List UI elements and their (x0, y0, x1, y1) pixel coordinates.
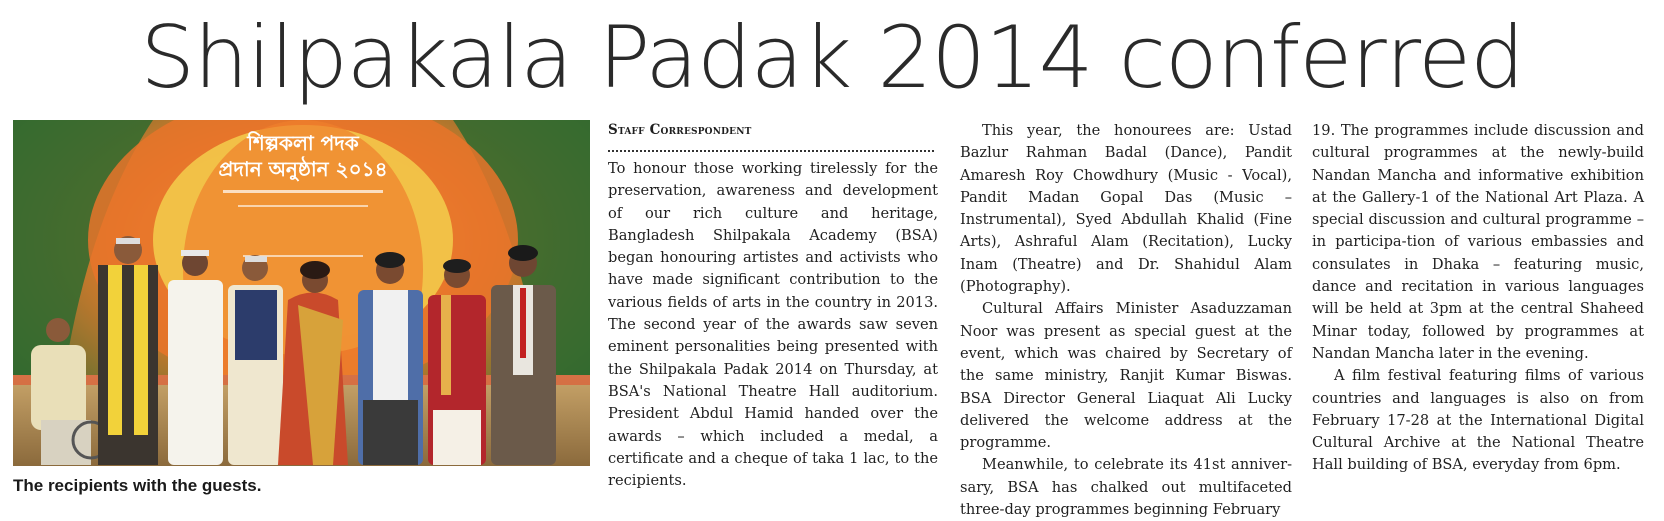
byline: Staff Correspondent (608, 122, 752, 138)
paragraph-4-continued: 19. The programmes include discussion and cultural programmes at the newly-build Nandan Mancha and informative exhibition at the Gallery-1 of the National Art Plaza. A special discussion and cultural programme – in participa-tion of various embassies and consulates in Dhaka – featuring music, dance and recitation in various languages will be held at 3pm at the central Shaheed Minar today, followed by programmes at Nandan Mancha later in the evening. (1312, 122, 1644, 362)
paragraph-4: Meanwhile, to celebrate its 41st anniver-sary, BSA has chalked out multifaceted three-day programmes beginning February (960, 456, 1292, 519)
paragraph-3: Cultural Affairs Minister Asaduzzaman Noor was present as special guest at the event, which was chaired by Secretary of the same ministry, Ranjit Kumar Biswas. BSA Director General Liaquat Ali Lucky delivered the welcome address at the programme. (960, 300, 1292, 452)
article-column-2 (960, 120, 1292, 521)
paragraph-5: A film festival featuring films of various countries and languages is also on from February 17-28 at the International Digital Cultural Archive at the National Theatre Hall building of BSA, everyday from 6pm. (1312, 367, 1644, 474)
article-photo (13, 120, 590, 466)
article-column-1 (608, 120, 938, 492)
banner-line2: প্রদান অনুষ্ঠান ২০১৪ (218, 157, 388, 181)
headline: Shilpakala Padak 2014 conferred (140, 8, 1524, 108)
paragraph-1: To honour those working tirelessly for the preservation, awareness and development of our rich culture and heritage, Bangladesh Shilpakala Academy (BSA) began honouring artistes and activists who have made significant contribution to the various fields of arts in the country in 2013. The second year of the awards saw seven eminent personalities being presented with the Shilpakala Padak 2014 on Thursday, at BSA's National Theatre Hall auditorium. President Abdul Hamid handed over the awards – which included a medal, a certificate and a cheque of taka 1 lac, to the recipients. (608, 160, 938, 490)
byline-divider (608, 140, 934, 152)
banner-line1: শিল্পকলা পদক (247, 131, 359, 155)
photo-caption: The recipients with the guests. (13, 476, 262, 495)
ceremony-photo-illustration (13, 120, 590, 466)
paragraph-2: This year, the honourees are: Ustad Bazlur Rahman Badal (Dance), Pandit Amaresh Roy Chowdhury (Music - Vocal), Pandit Madan Gopal Das (Music – Instrumental), Syed Abdullah Khalid (Fine Arts), Ashraful Alam (Recitation), Lucky Inam (Theatre) and Dr. Shahidul Alam (Photography). (960, 122, 1292, 296)
article-column-3 (1312, 120, 1644, 477)
